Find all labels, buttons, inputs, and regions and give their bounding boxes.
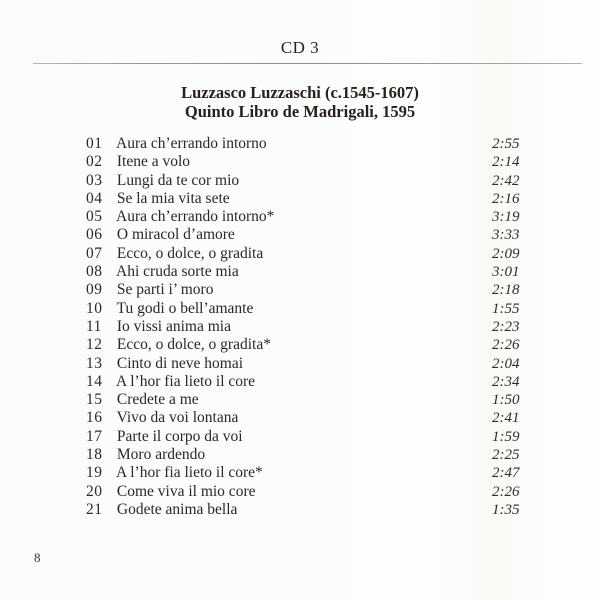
track-number: 08 (86, 263, 103, 281)
track-duration: 3:33 (492, 227, 520, 244)
track-list (86, 135, 526, 519)
track-number: 03 (86, 171, 103, 189)
track-row (86, 318, 526, 336)
track-row (86, 446, 526, 464)
track-title: Io vissi anima mia (116, 317, 231, 335)
track-row (86, 263, 526, 281)
track-title: Se parti i’ moro (116, 281, 214, 299)
track-row (86, 501, 526, 519)
track-number: 07 (86, 244, 103, 262)
track-row (86, 172, 526, 190)
track-number: 18 (86, 446, 103, 464)
track-title: Godete anima bella (116, 500, 238, 518)
track-row (86, 483, 526, 501)
track-duration: 1:50 (492, 392, 520, 409)
track-row (86, 281, 526, 299)
track-title: Itene a volo (116, 153, 191, 171)
track-duration: 1:55 (492, 300, 520, 317)
track-row (86, 153, 526, 171)
track-title: Moro ardendo (116, 446, 206, 464)
track-title: Aura ch’errando intorno* (116, 208, 275, 226)
track-number: 17 (86, 427, 103, 445)
track-title: Credete a me (116, 391, 199, 409)
track-duration: 2:26 (492, 337, 520, 354)
track-number: 06 (86, 226, 103, 244)
track-title: Cinto di neve homai (116, 354, 244, 372)
track-number: 12 (86, 336, 103, 354)
header-rule (33, 63, 582, 64)
track-row (86, 355, 526, 373)
track-row (86, 226, 526, 244)
track-row (86, 373, 526, 391)
track-number: 21 (86, 500, 103, 518)
track-number: 10 (86, 299, 103, 317)
track-title: Vivo da voi lontana (116, 409, 239, 427)
composer-title: Luzzasco Luzzaschi (c.1545-1607) (181, 83, 419, 102)
track-title: A l’hor fia lieto il core* (116, 464, 263, 482)
track-row (86, 409, 526, 427)
track-duration: 2:47 (492, 465, 520, 482)
track-title: O miracol d’amore (116, 226, 235, 244)
track-duration: 2:18 (492, 282, 520, 299)
track-title: Ecco, o dolce, o gradita (116, 244, 264, 262)
track-row (86, 391, 526, 409)
track-duration: 3:19 (492, 209, 520, 226)
track-duration: 2:25 (492, 447, 520, 464)
track-number: 09 (86, 281, 103, 299)
track-title: Lungi da te cor mio (116, 171, 240, 189)
track-row (86, 190, 526, 208)
track-row (86, 464, 526, 482)
track-duration: 2:42 (492, 172, 520, 189)
track-row (86, 336, 526, 354)
track-number: 19 (86, 464, 103, 482)
track-title: Ecco, o dolce, o gradita* (116, 336, 271, 354)
track-duration: 2:26 (492, 483, 520, 500)
track-row (86, 135, 526, 153)
track-number: 16 (86, 409, 103, 427)
track-title: Se la mia vita sete (116, 189, 230, 207)
track-number: 15 (86, 391, 103, 409)
track-title: Aura ch’errando intorno (116, 135, 267, 152)
track-title: A l’hor fia lieto il core (116, 372, 256, 390)
cd-header-label: CD 3 (280, 38, 320, 57)
track-duration: 2:04 (492, 355, 520, 372)
track-row (86, 428, 526, 446)
track-row (86, 245, 526, 263)
track-duration: 2:34 (492, 373, 520, 390)
track-number: 01 (86, 135, 103, 152)
track-duration: 2:14 (492, 154, 520, 171)
track-title: Ahi cruda sorte mia (116, 263, 239, 281)
track-duration: 2:23 (492, 318, 520, 335)
album-title: Quinto Libro de Madrigali, 1595 (184, 101, 416, 121)
track-duration: 3:01 (492, 264, 520, 281)
track-number: 20 (86, 482, 103, 500)
track-number: 11 (86, 317, 102, 335)
track-duration: 1:35 (492, 501, 520, 518)
track-title: Parte il corpo da voi (116, 427, 243, 445)
title-block (0, 84, 600, 121)
track-duration: 2:16 (492, 190, 520, 207)
track-number: 02 (86, 153, 103, 171)
track-title: Come viva il mio core (116, 482, 256, 500)
track-duration: 1:59 (492, 428, 520, 445)
track-number: 04 (86, 189, 103, 207)
track-number: 13 (86, 354, 103, 372)
track-title: Tu godi o bell’amante (116, 299, 254, 317)
page-number: 8 (34, 550, 41, 565)
track-duration: 2:41 (492, 410, 520, 427)
track-number: 05 (86, 208, 103, 226)
track-row (86, 300, 526, 318)
track-duration: 2:09 (492, 245, 520, 262)
track-number: 14 (86, 372, 103, 390)
track-duration: 2:55 (492, 136, 520, 152)
track-row (86, 208, 526, 226)
